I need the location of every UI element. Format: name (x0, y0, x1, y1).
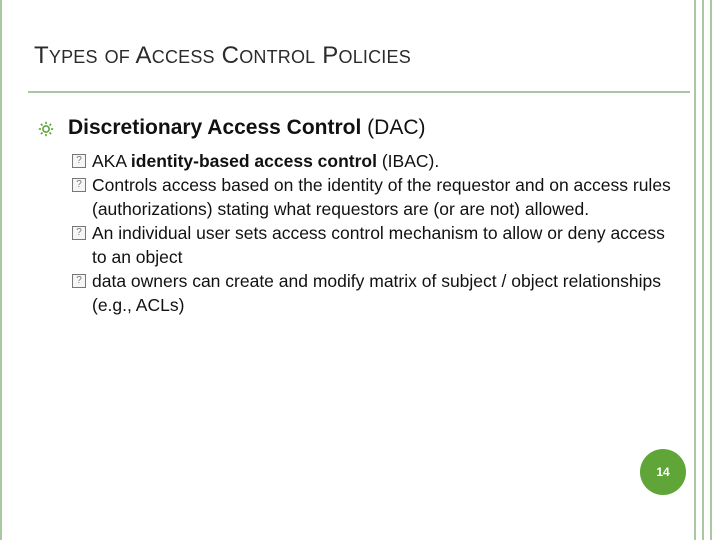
sub-bullet-text: Controls access based on the identity of the requestor and on access rules (authorizations) stating what requestors are (or are not) allowed. (92, 175, 671, 219)
title-rest: OF (104, 47, 130, 67)
sub-bullet-prefix: AKA (92, 151, 131, 171)
sun-icon (38, 121, 54, 137)
sub-bullet-bold: identity-based access control (130, 151, 377, 171)
right-rail-line (694, 0, 696, 540)
sub-bullet-text: data owners can create and modify matrix of subject / object relationships (e.g., ACLs) (92, 271, 662, 315)
sub-bullet-rest: (IBAC). (376, 151, 440, 171)
list-item (72, 269, 672, 317)
missing-glyph-box-icon: ? (72, 274, 86, 288)
title-cap: A (135, 42, 152, 69)
title-underline (28, 91, 690, 93)
sub-bullet-text (92, 149, 672, 173)
title-rest: ONTROL (239, 47, 316, 67)
title-cap: P (322, 42, 339, 69)
main-bullet-rest: (DAC) (361, 116, 426, 139)
title-rest: YPES (48, 47, 98, 67)
title-cap: T (34, 42, 49, 69)
main-bullet-bold: Discretionary Access Control (68, 116, 362, 139)
right-rail-line (710, 0, 712, 540)
missing-glyph-box-icon: ? (72, 178, 86, 192)
left-border-rule (0, 0, 2, 540)
title-cap: C (221, 42, 240, 69)
list-item (72, 173, 672, 221)
sub-bullet-list (72, 149, 672, 317)
list-item (72, 221, 672, 269)
list-item (72, 149, 672, 173)
right-rail-line (702, 0, 704, 540)
page-number-badge: 14 (640, 449, 686, 495)
right-border-rail (690, 0, 720, 540)
main-bullet-text (68, 114, 426, 142)
missing-glyph-box-icon: ? (72, 154, 86, 168)
title-rest: CCESS (151, 47, 215, 67)
missing-glyph-box-icon: ? (72, 226, 86, 240)
slide-title (34, 42, 411, 70)
title-rest: OLICIES (338, 47, 411, 67)
sub-bullet-text: An individual user sets access control mechanism to allow or deny access to an object (92, 223, 665, 267)
main-bullet (38, 114, 426, 142)
